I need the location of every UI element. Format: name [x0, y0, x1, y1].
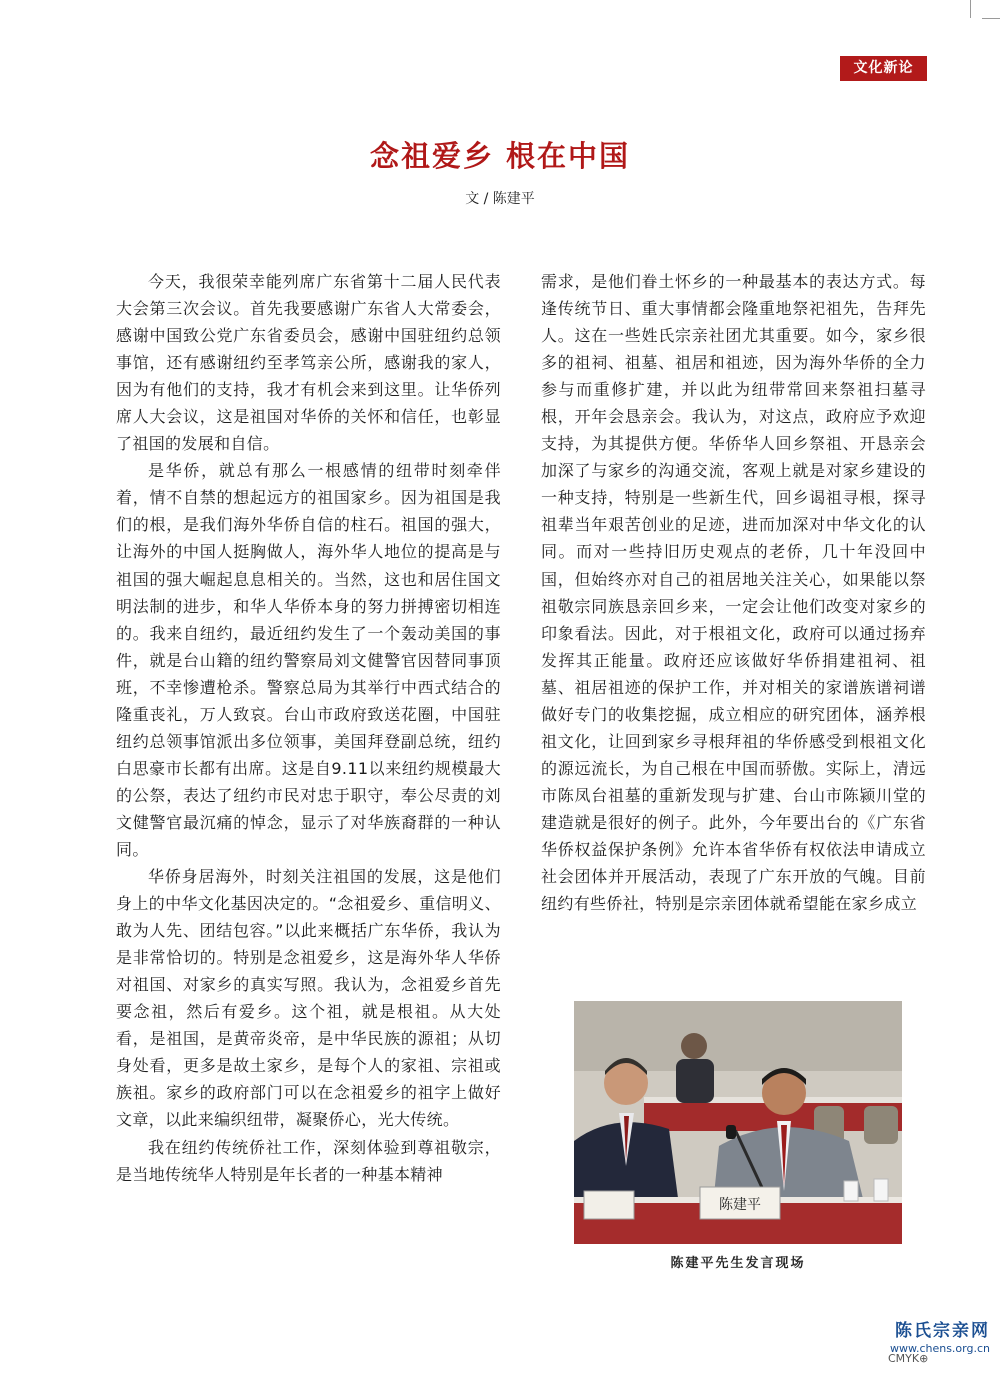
watermark-title: 陈氏宗亲网: [895, 1321, 990, 1341]
speaker-photo-illustration: [574, 1001, 902, 1244]
paragraph: 我在纽约传统侨社工作，深刻体验到尊祖敬宗，是当地传统华人特别是年长者的一种基本精神: [116, 1137, 501, 1184]
paragraph: 华侨身居海外，时刻关注祖国的发展，这是他们身上的中华文化基因决定的。“念祖爱乡、重信明义、敢为人先、团结包容。”以此来概括广东华侨，我认为是非常恰切的。特别是念祖爱乡，这是海外华人华侨对祖国、对家乡的真实写照。我认为，念祖爱乡首先要念祖，然后有爱乡。这个祖，就是根祖。从大处看，是祖国，是黄帝炎帝，是中华民族的源祖；从切身处看，更多是故土家乡，是每个人的家祖、宗祖或族祖。家乡的政府部门可以在念祖爱乡的祖字上做好文章，以此来编织纽带，凝聚侨心，光大传统。: [116, 867, 501, 1130]
crop-mark-top: [970, 0, 971, 18]
section-tag: 文化新论: [840, 56, 927, 81]
speaker-photo: [574, 1001, 902, 1244]
paragraph: 是华侨，就总有那么一根感情的纽带时刻牵伴着，情不自禁的想起远方的祖国家乡。因为祖国是我们的根，是我们海外华侨自信的柱石。祖国的强大，让海外的中国人挺胸做人，海外华人地位的提高是与祖国的强大崛起息息相关的。当然，这也和居住国文明法制的进步，和华人华侨本身的努力拼搏密切相连的。我来自纽约，最近纽约发生了一个轰动美国的事件，就是台山籍的纽约警察局刘文健警官因替同事顶班，不幸惨遭枪杀。警察总局为其举行中西式结合的隆重丧礼，万人致哀。台山市政府致送花圈，中国驻纽约总领事馆派出多位领事，美国拜登副总统，纽约白思豪市长都有出席。这是自9.11以来纽约规模最大的公祭，表达了纽约市民对忠于职守，奉公尽责的刘文健警官最沉痛的悼念，显示了对华族裔群的一种认同。: [116, 461, 501, 859]
article-title: 念祖爱乡 根在中国: [369, 139, 631, 173]
nameplate-text: 陈建平: [719, 1197, 761, 1213]
paragraph: 今天，我很荣幸能列席广东省第十二届人民代表大会第三次会议。首先我要感谢广东省人大常委会，感谢中国致公党广东省委员会，感谢中国驻纽约总领事馆，还有感谢纽约至孝笃亲公所，感谢我的家人，因为有他们的支持，我才有机会来到这里。让华侨列席人大会议，这是祖国对华侨的关怀和信任，也彰显了祖国的发展和自信。: [116, 272, 501, 454]
print-registration-mark: CMYK⊕: [888, 1352, 929, 1365]
photo-caption: 陈建平先生发言现场: [670, 1256, 806, 1271]
right-column: [541, 268, 926, 917]
paragraph: 需求，是他们眷土怀乡的一种最基本的表达方式。每逢传统节日、重大事情都会隆重地祭祀祖先，告拜先人。这在一些姓氏宗亲社团尤其重要。如今，家乡很多的祖祠、祖墓、祖居和祖迹，因为海外华侨的全力参与而重修扩建，并以此为纽带常回来祭祖扫墓寻根，开年会恳亲会。我认为，对这点，政府应予欢迎支持，为其提供方便。华侨华人回乡祭祖、开恳亲会加深了与家乡的沟通交流，客观上就是对家乡建设的一种支持，特别是一些新生代，回乡谒祖寻根，探寻祖辈当年艰苦创业的足迹，进而加深对中华文化的认同。而对一些持旧历史观点的老侨，几十年没回中国，但始终亦对自己的祖居地关注关心，如果能以祭祖敬宗同族恳亲回乡来，一定会让他们改变对家乡的印象看法。因此，对于根祖文化，政府可以通过扬弃发挥其正能量。政府还应该做好华侨捐建祖祠、祖墓、祖居祖迹的保护工作，并对相关的家谱族谱祠谱做好专门的收集挖掘，成立相应的研究团体，涵养根祖文化，让回到家乡寻根拜祖的华侨感受到根祖文化的源远流长，为自己根在中国而骄傲。实际上，清远市陈凤台祖墓的重新发现与扩建、台山市陈颍川堂的建造就是很好的例子。此外，今年要出台的《广东省华侨权益保护条例》允许本省华侨有权依法申请成立社会团体并开展活动，表现了广东开放的气魄。目前纽约有些侨社，特别是宗亲团体就希望能在家乡成立: [541, 272, 926, 914]
watermark-url: www.chens.org.cn: [889, 1342, 990, 1355]
site-watermark: [890, 1316, 990, 1355]
article-byline: 文 / 陈建平: [465, 191, 535, 207]
crop-mark-right: [982, 18, 1000, 19]
left-column: [116, 268, 501, 1188]
